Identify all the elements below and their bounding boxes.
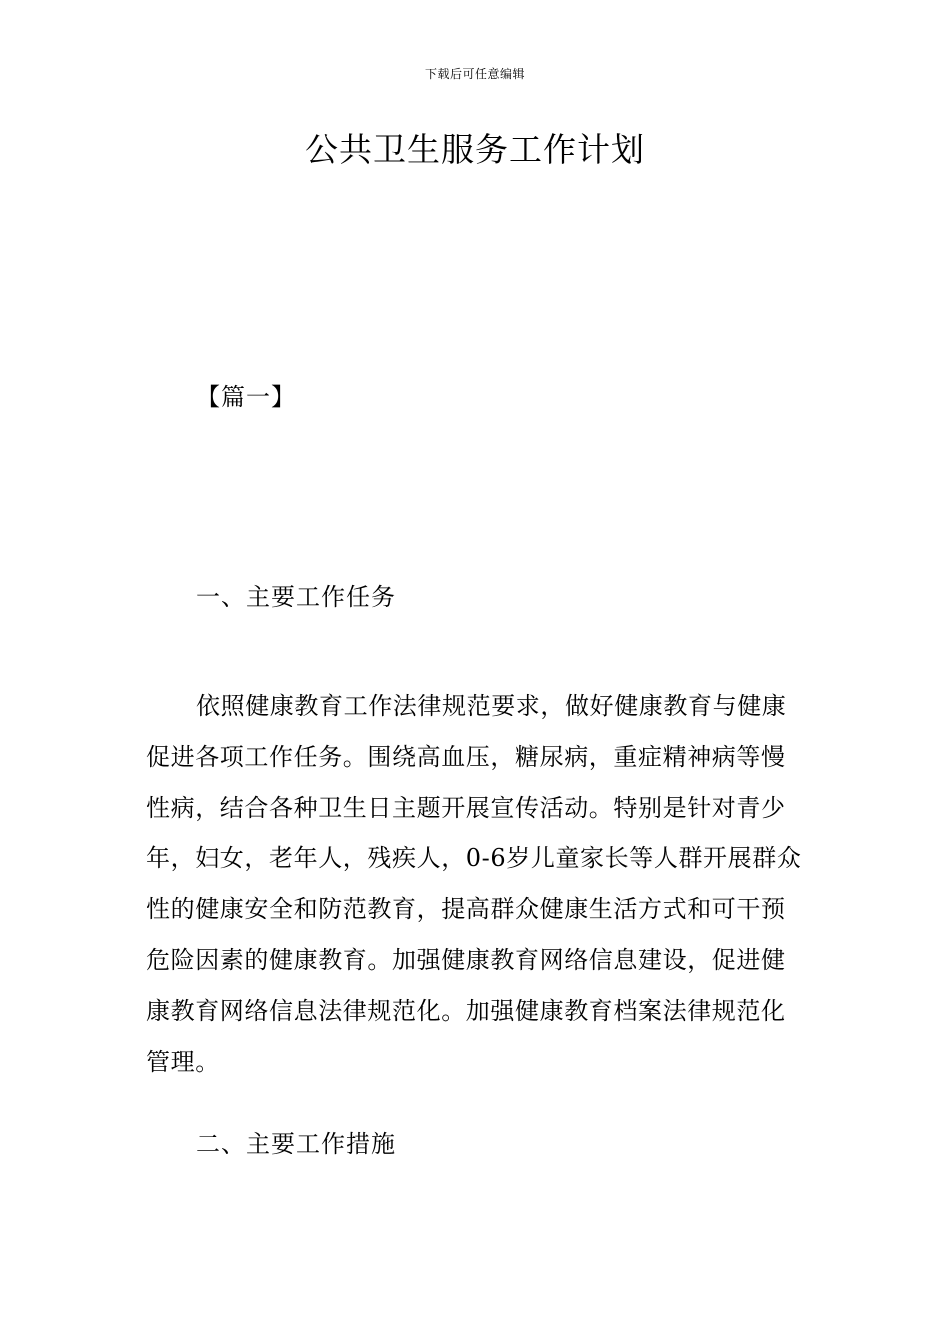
document-title: 公共卫生服务工作计划 xyxy=(305,130,645,169)
section-marker: 【篇一】 xyxy=(196,383,296,411)
tasks-paragraph: 依照健康教育工作法律规范要求，做好健康教育与健康促进各项工作任务。围绕高血压，糖尿病，重症精神病等慢性病，结合各种卫生日主题开展宣传活动。特别是针对青少年，妇女，老年人，残疾人，0-6岁儿童家长等人群开展群众性的健康安全和防范教育，提高群众健康生活方式和可干预危险因素的健康教育。加强健康教育网络信息建设，促进健康教育网络信息法律规范化。加强健康教育档案法律规范化管理。 xyxy=(146,692,802,1076)
page-header-note: 下载后可任意编辑 xyxy=(424,67,525,81)
section-heading-tasks: 一、主要工作任务 xyxy=(196,583,396,611)
section-heading-measures: 二、主要工作措施 xyxy=(196,1130,396,1158)
